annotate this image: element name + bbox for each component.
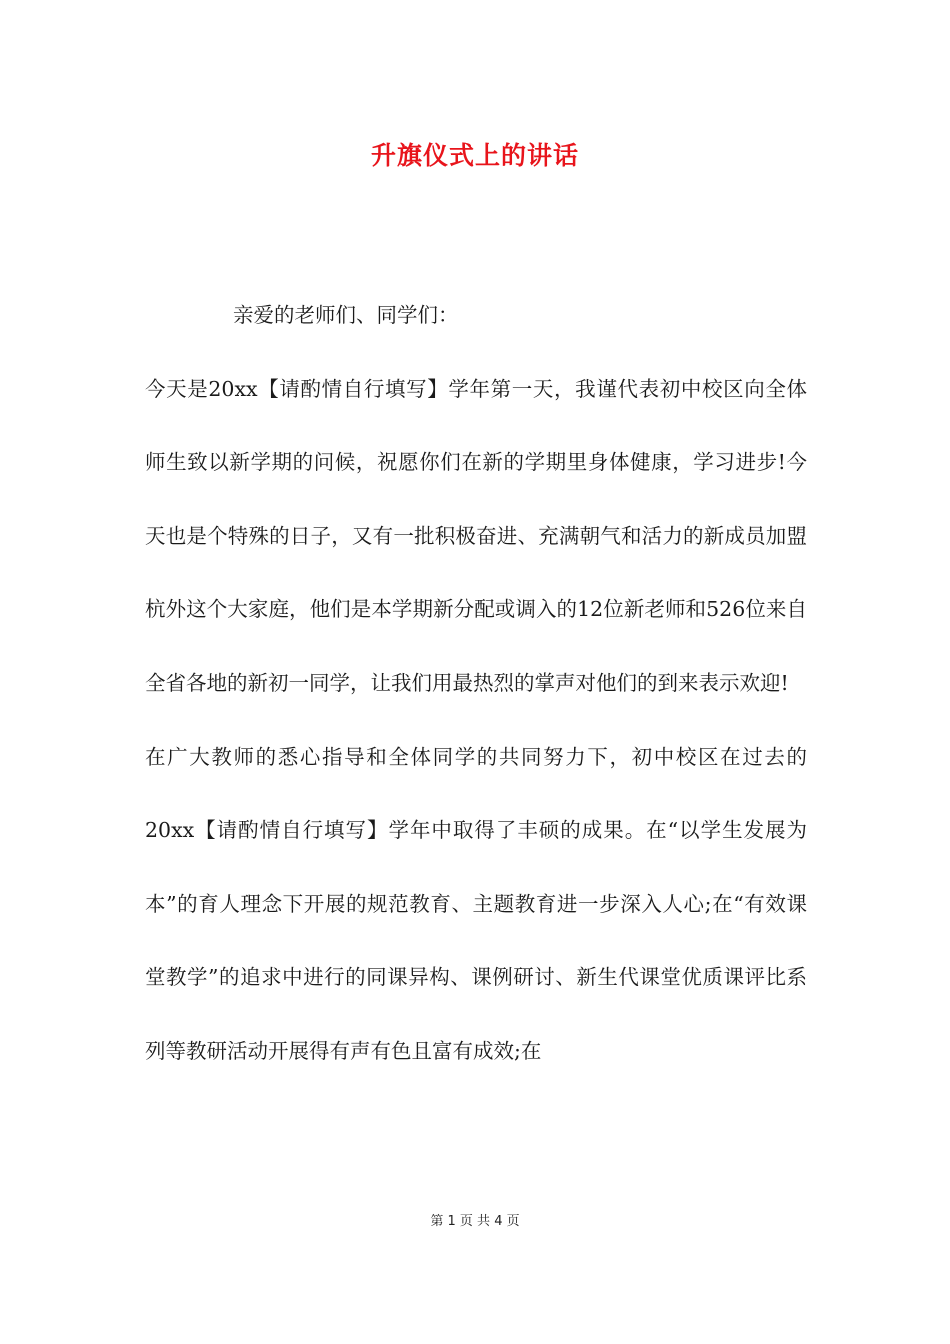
paragraph-2: 在广大教师的悉心指导和全体同学的共同努力下，初中校区在过去的20xx【请酌情自行填写】学年中取得了丰硕的成果。在“以学生发展为本”的育人理念下开展的规范教育、主题教育进一步深入人心;在“有效课堂教学”的追求中进行的同课异构、课例研讨、新生代课堂优质课评比系列等教研活动开展得有声有色且富有成效;在 xyxy=(145,744,807,1063)
document-title: 升旗仪式上的讲话 xyxy=(370,141,579,170)
salutation: 亲爱的老师们、同学们： xyxy=(233,303,459,327)
paragraph-1: 今天是20xx【请酌情自行填写】学年第一天，我谨代表初中校区向全体师生致以新学期的问候，祝愿你们在新的学期里身体健康，学习进步!今天也是个特殊的日子，又有一批积极奋进、充满朝气和活力的新成员加盟杭外这个大家庭，他们是本学期新分配或调入的12位新老师和526位来自全省各地的新初一同学，让我们用最热烈的掌声对他们的到来表示欢迎! xyxy=(145,376,807,695)
page-number-label: 第 1 页 共 4 页 xyxy=(430,1214,520,1229)
page-footer xyxy=(0,1210,950,1229)
document-body xyxy=(145,279,807,1089)
